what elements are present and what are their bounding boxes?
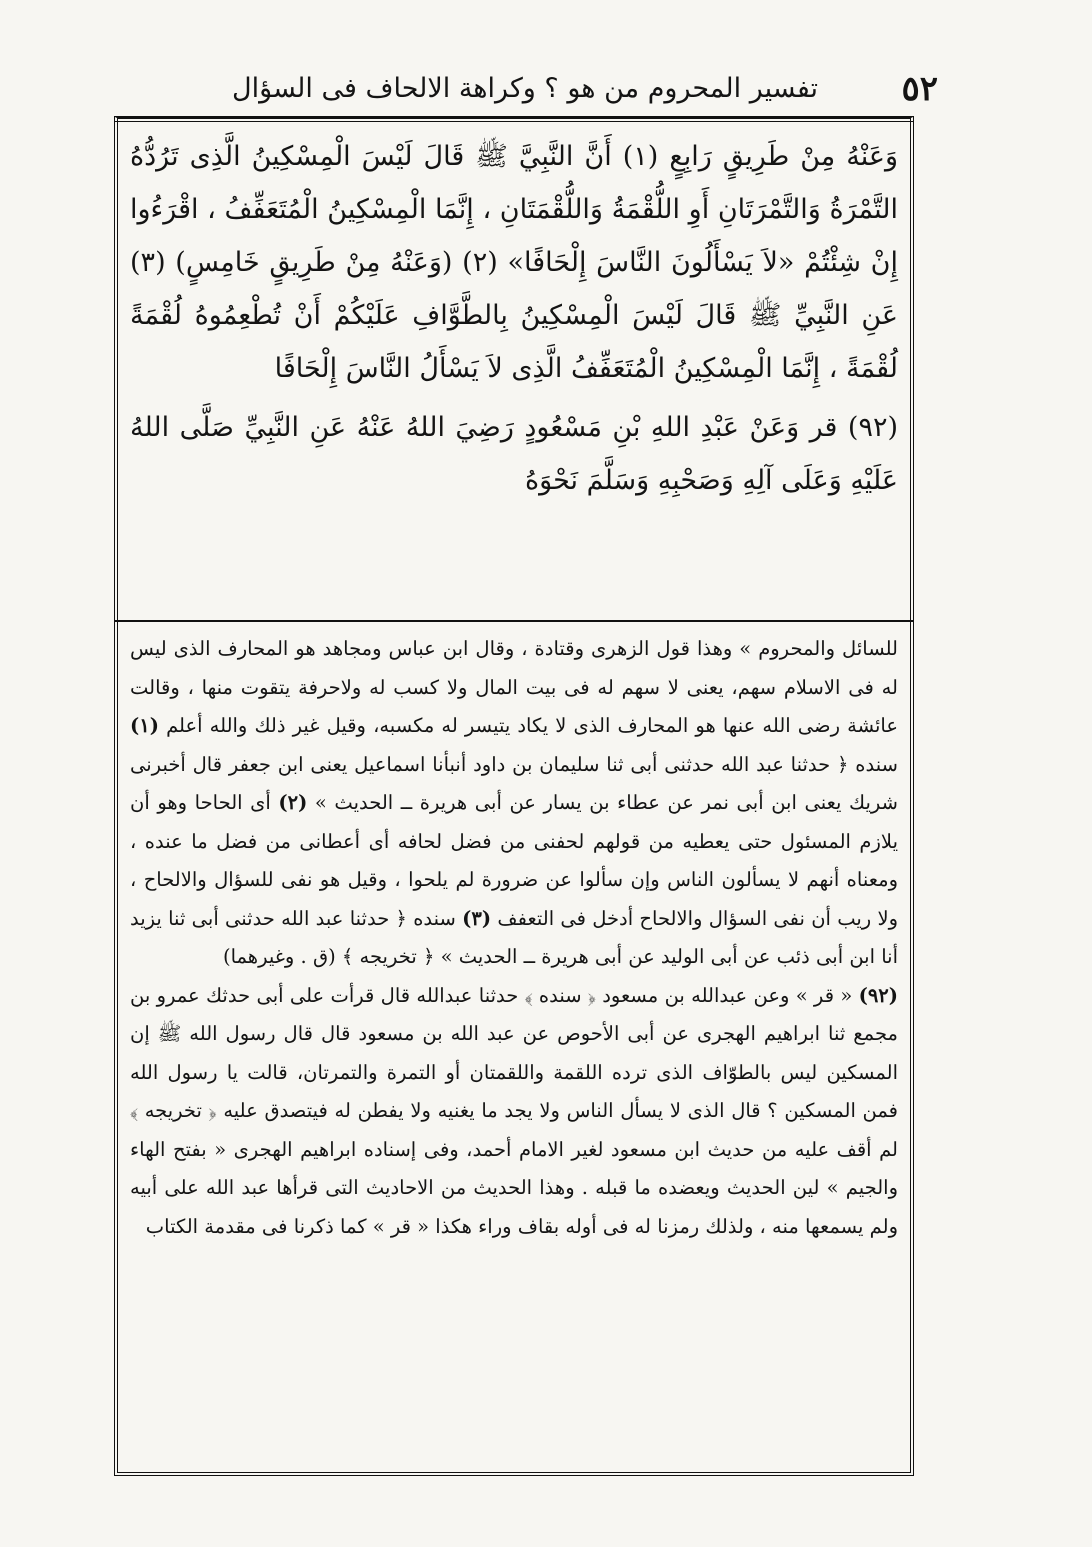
page-number: ٥٢	[901, 69, 938, 109]
footnote-92-mark: (٩٢)	[858, 983, 898, 1007]
footnote-3-text: سنده ﴿ حدثنا عبد الله حدثنى أبى ثنا يزيد أنا ابن أبى ذئب عن أبى الوليد عن أبى هريرة ــ الحديث » ﴿ تخريجه ﴾ (ق . وغيرهما)	[130, 906, 898, 968]
footnote-1-text: سنده ﴿ حدثنا عبد الله حدثنى أبى ثنا سليمان بن داود أنبأنا اسماعيل يعنى ابن جعفر قال أخبرنى شريك يعنى ابن أبى نمر عن عطاء بن يسار عن أبى هريرة ــ الحديث »	[130, 752, 898, 814]
footnote-92-text: « قر » وعن عبدالله بن مسعود ﴿ سنده ﴾ حدثنا عبدالله قال قرأت على أبى حدثك عمرو بن مجمع ثنا ابراهيم الهجرى عن أبى الأحوص عن عبد الله بن مسعود قال قال رسول الله ﷺ إن المسكين ليس بالطوّاف الذى ترده اللقمة واللقمتان أو التمرة والتمرتان، قالت يا رسول الله فمن المسكين ؟ قال الذى لا يسأل الناس ولا يجد ما يغنيه ولا يفطن له فيتصدق عليه ﴿ تخريجه ﴾ لم أقف عليه من حديث ابن مسعود لغير الامام أحمد، وفى إسناده ابراهيم الهجرى « بفتح الهاء والجيم » لين الحديث ويعضده ما قبله . وهذا الحديث من الاحاديث التى قرأها عبد الله على أبيه ولم يسمعها منه ، ولذلك رمزنا له فى أوله بقاف وراء هكذا « قر » كما ذكرنا فى مقدمة الكتاب	[130, 983, 898, 1238]
running-title: تفسير المحروم من هو ؟ وكراهة الالحاف فى السؤال	[232, 73, 818, 104]
footnotes	[130, 630, 898, 1246]
frame-top-rule	[114, 121, 914, 122]
footnote-intro	[130, 630, 898, 977]
footnote-separator	[114, 620, 914, 622]
footnote-intro-text: للسائل والمحروم » وهذا قول الزهرى وقتادة ، وقال ابن عباس ومجاهد هو المحارف الذى ليس له فى الاسلام سهم، يعنى لا سهم له فى بيت المال ولا كسب له ولاحرفة يتقوت منها ، وقالت عائشة رضى الله عنها هو المحارف الذى لا يكاد يتيسر له مكسبه، وقيل غير ذلك والله أعلم	[130, 637, 898, 737]
footnote-1-mark: (١)	[130, 714, 159, 737]
footnote-3-mark: (٣)	[462, 906, 492, 930]
footnote-2-text: أى الحاحا وهو أن يلازم المسئول حتى يعطيه من قولهم لحفنى من فضل لحافه أى أعطانى من فضل ما عنده ، ومعناه أنهم لا يسألون الناس وإن سألوا عن ضرورة لم يلحوا ، وقيل هو نفى للسؤال والالحاح ، ولا ريب أن نفى السؤال والالحاح أدخل فى التعفف	[130, 791, 899, 930]
footnote-92	[130, 977, 898, 1247]
page-header	[118, 64, 938, 114]
hadith-paragraph-a: وَعَنْهُ مِنْ طَرِيقٍ رَابِعٍ (١) أَنَّ النَّبِيَّ ﷺ قَالَ لَيْسَ الْمِسْكِينُ الَّذِى تَرُدُّهُ التَّمْرَةُ وَالتَّمْرَتَانِ أَوِ اللُّقْمَةُ وَاللُّقْمَتَانِ ، إِنَّمَا الْمِسْكِينُ الْمُتَعَفِّفُ ، اقْرَءُوا إِنْ شِئْتُمْ «لاَ يَسْأَلُونَ النَّاسَ إِلْحَافًا» (٢) (وَعَنْهُ مِنْ طَرِيقٍ خَامِسٍ) (٣) عَنِ النَّبِيِّ ﷺ قَالَ لَيْسَ الْمِسْكِينُ بِالطَّوَّافِ عَلَيْكُمْ أَنْ تُطْعِمُوهُ لُقْمَةً لُقْمَةً ، إِنَّمَا الْمِسْكِينُ الْمُتَعَفِّفُ الَّذِى لاَ يَسْأَلُ النَّاسَ إِلْحَافًا	[130, 141, 898, 384]
footnote-2-mark: (٢)	[278, 791, 308, 814]
main-text	[130, 130, 898, 507]
hadith-paragraph-b: (٩٢) قر وَعَنْ عَبْدِ اللهِ بْنِ مَسْعُودٍ رَضِيَ اللهُ عَنْهُ عَنِ النَّبِيِّ صَلَّى اللهُ عَلَيْهِ وَعَلَى آلِهِ وَصَحْبِهِ وَسَلَّمَ نَحْوَهُ	[130, 412, 898, 496]
